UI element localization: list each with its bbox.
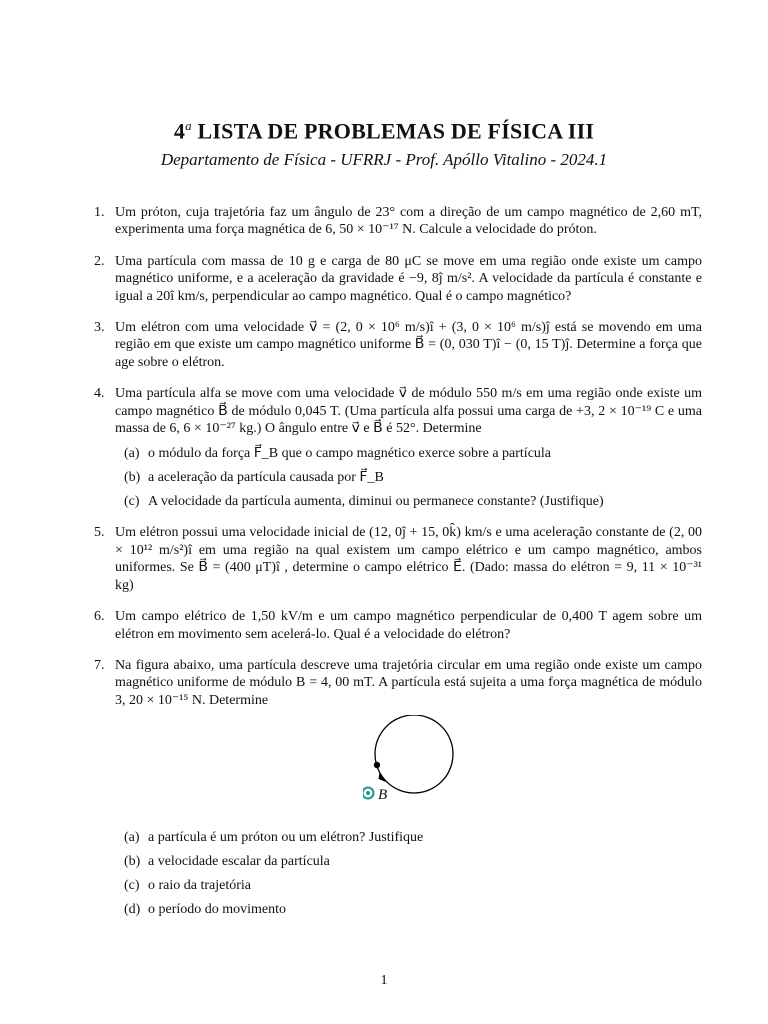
subquestion-list	[115, 829, 702, 918]
problem-number: 7.	[94, 657, 105, 673]
page-number: 1	[380, 973, 388, 988]
problem-3	[94, 319, 702, 371]
velocity-arrow-icon	[379, 772, 387, 782]
problem-text: Um campo elétrico de 1,50 kV/m e um campo magnético perpendicular de 0,400 T agem sobre um elétron em movimento sem acelerá-lo. Qual é a velocidade do elétron?	[115, 609, 702, 642]
subquestion	[115, 493, 702, 510]
subquestion-label: (c)	[124, 494, 140, 510]
subquestion-list	[115, 445, 702, 510]
subquestion-label: (a)	[124, 446, 140, 462]
problem-number: 2.	[94, 253, 105, 269]
subquestion	[115, 853, 702, 870]
problem-number: 5.	[94, 525, 105, 541]
subquestion-text: o módulo da força F⃗_B que o campo magnético exerce sobre a partícula	[148, 446, 552, 462]
subquestion	[115, 469, 702, 486]
particle-dot	[374, 762, 380, 768]
circular-trajectory-figure	[115, 715, 702, 807]
problem-number: 6.	[94, 609, 105, 625]
problem-number: 4.	[94, 386, 105, 402]
trajectory-diagram	[363, 715, 463, 807]
subquestion-label: (b)	[124, 854, 141, 870]
page-subtitle: Departamento de Física - UFRRJ - Prof. Apóllo Vitalino - 2024.1	[160, 150, 608, 169]
problem-text: Uma partícula alfa se move com uma velocidade v⃗ de módulo 550 m/s em uma região onde existe um campo magnético B⃗ de módulo 0,045 T. (Uma partícula alfa possui uma carga de +3, 2 × 10⁻¹⁹ C e uma massa de 6, 6 × 10⁻²⁷ kg.) O ângulo entre v⃗ e B⃗ é 52°. Determine	[115, 386, 702, 437]
problem-7	[94, 657, 702, 918]
field-label: B⃗	[378, 787, 399, 804]
problem-list	[94, 204, 702, 932]
subquestion-text: A velocidade da partícula aumenta, diminui ou permanece constante? (Justifique)	[148, 494, 604, 510]
problem-6	[94, 608, 702, 643]
subquestion-label: (d)	[124, 902, 141, 918]
problem-5	[94, 524, 702, 594]
subquestion	[115, 445, 702, 462]
problem-text: Na figura abaixo, uma partícula descreve uma trajetória circular em uma região onde existe um campo magnético uniforme de módulo B = 4, 00 mT. A partícula está sujeita a uma força magnética de módulo 3, 20 × 10⁻¹⁵ N. Determine	[115, 657, 702, 708]
problem-number: 1.	[94, 205, 105, 220]
problem-number: 3.	[94, 320, 105, 336]
page-title: 4$^a$ LISTA DE PROBLEMAS DE FÍSICA III	[173, 118, 595, 144]
subquestion-text: a partícula é um próton ou um elétron? Justifique	[148, 830, 424, 846]
problem-4	[94, 385, 702, 510]
subquestion-label: (c)	[124, 878, 140, 894]
subquestion-label: (a)	[124, 830, 140, 846]
subquestion-text: a velocidade escalar da partícula	[148, 854, 330, 870]
problem-2	[94, 253, 702, 305]
subquestion-label: (b)	[124, 470, 141, 486]
problem-1	[94, 204, 702, 239]
subquestion-text: o raio da trajetória	[148, 878, 252, 894]
problem-text: Uma partícula com massa de 10 g e carga de 80 μC se move em uma região onde existe um campo magnético uniforme, e a aceleração da gravidade é −9, 8ĵ m/s². A velocidade da partícula é constante e igual a 20î km/s, perpendicular ao campo magnético. Qual é o campo magnético?	[115, 253, 702, 304]
problem-text: Um elétron possui uma velocidade inicial de (12, 0ĵ + 15, 0k̂) km/s e uma aceleração constante de (2, 00 × 10¹² m/s²)î em uma região na qual existem um campo elétrico e um campo magnético, ambos uniformes. Se B⃗ = (400 μT)î , determine o campo elétrico E⃗. (Dado: massa do elétron = 9, 11 × 10⁻³¹ kg)	[115, 525, 702, 593]
subquestion-text: a aceleração da partícula causada por F⃗_B	[148, 470, 384, 486]
subquestion	[115, 901, 702, 918]
subquestion-text: o período do movimento	[148, 902, 287, 918]
problem-text: Um próton, cuja trajetória faz um ângulo de 23° com a direção de um campo magnético de 2,60 mT, experimenta uma força magnética de 6, 50 × 10⁻¹⁷ N. Calcule a velocidade do próton.	[115, 205, 702, 238]
trajectory-circle	[375, 715, 453, 793]
problem-text: Um elétron com uma velocidade v⃗ = (2, 0 × 10⁶ m/s)î + (3, 0 × 10⁶ m/s)ĵ está se movendo em uma região em que existe um campo magnético uniforme B⃗ = (0, 030 T)î − (0, 15 T)ĵ. Determine a força que age sobre o elétron.	[115, 320, 702, 370]
subquestion	[115, 877, 702, 894]
subquestion	[115, 829, 702, 846]
